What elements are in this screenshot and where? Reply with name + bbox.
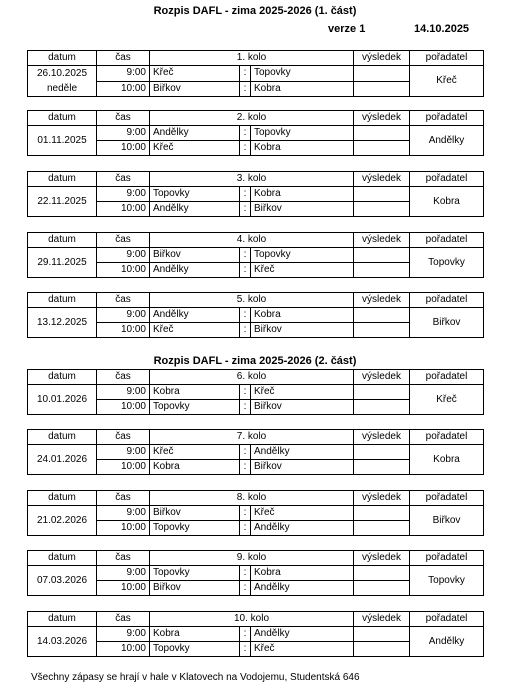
match-time: 10:00 <box>97 460 150 475</box>
match-time: 10:00 <box>97 521 150 536</box>
home-team: Kobra <box>150 627 240 642</box>
table-header-row <box>28 172 484 187</box>
date-cell <box>28 506 97 536</box>
score-separator: : <box>240 187 251 202</box>
match-time: 10:00 <box>97 400 150 415</box>
home-team: Biřkov <box>150 248 240 263</box>
header-datum: datum <box>28 233 97 248</box>
date-cell <box>28 627 97 657</box>
away-team: Kobra <box>251 141 354 156</box>
match-date: 13.12.2025 <box>36 316 88 328</box>
header-poradatel: pořadatel <box>410 233 484 248</box>
round-table <box>27 611 484 657</box>
round-table <box>27 292 484 338</box>
match-time: 9:00 <box>97 627 150 642</box>
match-date: 29.11.2025 <box>37 256 87 268</box>
date-cell <box>28 445 97 475</box>
header-datum: datum <box>28 293 97 308</box>
header-kolo: 4. kolo <box>150 233 354 248</box>
date-cell <box>28 248 97 278</box>
score-separator: : <box>240 66 251 82</box>
score-separator: : <box>240 81 251 97</box>
away-team: Křeč <box>251 642 354 657</box>
result-cell <box>354 141 410 156</box>
result-cell <box>354 627 410 642</box>
table-header-row <box>28 612 484 627</box>
header-poradatel: pořadatel <box>410 172 484 187</box>
home-team: Andělky <box>150 126 240 141</box>
header-vysledek: výsledek <box>354 430 410 445</box>
result-cell <box>354 248 410 263</box>
header-cas: čas <box>97 370 150 385</box>
part1-title: Rozpis DAFL - zima 2025-2026 (1. část) <box>153 5 357 17</box>
table-header-row <box>28 430 484 445</box>
table-row <box>28 126 484 141</box>
home-team: Biřkov <box>150 581 240 596</box>
table-row <box>28 385 484 400</box>
header-kolo: 7. kolo <box>150 430 354 445</box>
match-time: 10:00 <box>97 581 150 596</box>
home-team: Topovky <box>150 521 240 536</box>
host-team: Biřkov <box>410 308 484 338</box>
version-date: 14.10.2025 <box>414 23 470 35</box>
header-cas: čas <box>97 491 150 506</box>
match-date: 24.01.2026 <box>36 453 88 465</box>
match-time: 10:00 <box>97 642 150 657</box>
round-table <box>27 550 484 596</box>
home-team: Topovky <box>150 400 240 415</box>
header-poradatel: pořadatel <box>410 430 484 445</box>
result-cell <box>354 566 410 581</box>
round-table <box>27 50 484 97</box>
table-row <box>28 506 484 521</box>
match-time: 10:00 <box>97 81 150 97</box>
match-time: 10:00 <box>97 263 150 278</box>
match-date: 14.03.2026 <box>36 635 88 647</box>
header-vysledek: výsledek <box>354 491 410 506</box>
header-poradatel: pořadatel <box>410 370 484 385</box>
away-team: Andělky <box>251 581 354 596</box>
result-cell <box>354 263 410 278</box>
header-poradatel: pořadatel <box>410 111 484 126</box>
header-poradatel: pořadatel <box>410 551 484 566</box>
table-header-row <box>28 551 484 566</box>
host-team: Křeč <box>410 385 484 415</box>
match-time: 9:00 <box>97 187 150 202</box>
score-separator: : <box>240 141 251 156</box>
result-cell <box>354 81 410 97</box>
match-time: 9:00 <box>97 445 150 460</box>
header-kolo: 6. kolo <box>150 370 354 385</box>
host-team: Topovky <box>410 566 484 596</box>
header-cas: čas <box>97 111 150 126</box>
host-team: Andělky <box>410 126 484 156</box>
match-time: 9:00 <box>97 66 150 82</box>
score-separator: : <box>240 521 251 536</box>
table-header-row <box>28 491 484 506</box>
host-team: Kobra <box>410 445 484 475</box>
round-table <box>27 232 484 278</box>
score-separator: : <box>240 323 251 338</box>
header-cas: čas <box>97 51 150 66</box>
score-separator: : <box>240 445 251 460</box>
home-team: Křeč <box>150 323 240 338</box>
header-datum: datum <box>28 51 97 66</box>
header-cas: čas <box>97 430 150 445</box>
match-date: 21.02.2026 <box>36 514 88 526</box>
match-time: 9:00 <box>97 248 150 263</box>
result-cell <box>354 66 410 82</box>
away-team: Křeč <box>251 385 354 400</box>
home-team: Biřkov <box>150 506 240 521</box>
header-vysledek: výsledek <box>354 172 410 187</box>
score-separator: : <box>240 385 251 400</box>
score-separator: : <box>240 248 251 263</box>
table-header-row <box>28 370 484 385</box>
header-vysledek: výsledek <box>354 612 410 627</box>
host-team: Křeč <box>410 66 484 97</box>
header-kolo: 5. kolo <box>150 293 354 308</box>
header-vysledek: výsledek <box>354 370 410 385</box>
match-date: 26.10.2025 <box>36 68 88 79</box>
round-table <box>27 171 484 217</box>
away-team: Kobra <box>251 566 354 581</box>
table-row <box>28 627 484 642</box>
host-team: Topovky <box>410 248 484 278</box>
home-team: Andělky <box>150 308 240 323</box>
away-team: Topovky <box>251 126 354 141</box>
result-cell <box>354 187 410 202</box>
away-team: Biřkov <box>251 323 354 338</box>
score-separator: : <box>240 400 251 415</box>
home-team: Kobra <box>150 460 240 475</box>
header-vysledek: výsledek <box>354 551 410 566</box>
match-time: 9:00 <box>97 506 150 521</box>
match-time: 10:00 <box>97 141 150 156</box>
header-datum: datum <box>28 612 97 627</box>
table-row <box>28 566 484 581</box>
score-separator: : <box>240 566 251 581</box>
footer-note: Všechny zápasy se hrají v hale v Klatovech na Vodojemu, Studentská 646 <box>31 672 360 683</box>
score-separator: : <box>240 506 251 521</box>
header-datum: datum <box>28 172 97 187</box>
match-time: 9:00 <box>97 385 150 400</box>
home-team: Topovky <box>150 642 240 657</box>
score-separator: : <box>240 202 251 217</box>
header-poradatel: pořadatel <box>410 491 484 506</box>
date-cell <box>28 187 97 217</box>
home-team: Andělky <box>150 202 240 217</box>
result-cell <box>354 308 410 323</box>
score-separator: : <box>240 460 251 475</box>
score-separator: : <box>240 308 251 323</box>
away-team: Kobra <box>251 187 354 202</box>
away-team: Biřkov <box>251 460 354 475</box>
header-kolo: 8. kolo <box>150 491 354 506</box>
result-cell <box>354 445 410 460</box>
result-cell <box>354 400 410 415</box>
score-separator: : <box>240 263 251 278</box>
match-date: 01.11.2025 <box>37 134 87 146</box>
score-separator: : <box>240 581 251 596</box>
home-team: Andělky <box>150 263 240 278</box>
host-team: Biřkov <box>410 506 484 536</box>
header-cas: čas <box>97 551 150 566</box>
home-team: Topovky <box>150 566 240 581</box>
match-time: 9:00 <box>97 308 150 323</box>
header-cas: čas <box>97 612 150 627</box>
score-separator: : <box>240 126 251 141</box>
date-cell <box>28 126 97 156</box>
header-vysledek: výsledek <box>354 293 410 308</box>
table-row <box>28 248 484 263</box>
score-separator: : <box>240 642 251 657</box>
header-kolo: 10. kolo <box>150 612 354 627</box>
result-cell <box>354 385 410 400</box>
match-date: 07.03.2026 <box>36 574 88 586</box>
result-cell <box>354 581 410 596</box>
result-cell <box>354 202 410 217</box>
away-team: Biřkov <box>251 400 354 415</box>
date-cell <box>28 385 97 415</box>
host-team: Andělky <box>410 627 484 657</box>
version-label: verze 1 <box>328 23 366 35</box>
table-row <box>28 66 484 82</box>
home-team: Kobra <box>150 385 240 400</box>
date-cell <box>28 308 97 338</box>
away-team: Andělky <box>251 521 354 536</box>
home-team: Křeč <box>150 445 240 460</box>
table-header-row <box>28 111 484 126</box>
away-team: Andělky <box>251 445 354 460</box>
result-cell <box>354 323 410 338</box>
away-team: Topovky <box>251 248 354 263</box>
header-datum: datum <box>28 551 97 566</box>
result-cell <box>354 506 410 521</box>
match-time: 9:00 <box>97 566 150 581</box>
round-table <box>27 490 484 536</box>
match-date: 10.01.2026 <box>36 393 88 405</box>
date-cell <box>28 566 97 596</box>
away-team: Křeč <box>251 263 354 278</box>
away-team: Andělky <box>251 627 354 642</box>
part2-title: Rozpis DAFL - zima 2025-2026 (2. část) <box>153 355 357 367</box>
result-cell <box>354 126 410 141</box>
table-row <box>28 187 484 202</box>
table-header-row <box>28 293 484 308</box>
header-poradatel: pořadatel <box>410 293 484 308</box>
header-cas: čas <box>97 172 150 187</box>
result-cell <box>354 521 410 536</box>
result-cell <box>354 642 410 657</box>
date-cell <box>28 66 97 97</box>
header-cas: čas <box>97 233 150 248</box>
table-row <box>28 445 484 460</box>
host-team: Kobra <box>410 187 484 217</box>
header-vysledek: výsledek <box>354 51 410 66</box>
header-datum: datum <box>28 111 97 126</box>
match-time: 10:00 <box>97 202 150 217</box>
score-separator: : <box>240 627 251 642</box>
home-team: Topovky <box>150 187 240 202</box>
header-vysledek: výsledek <box>354 111 410 126</box>
table-header-row <box>28 233 484 248</box>
header-kolo: 9. kolo <box>150 551 354 566</box>
away-team: Křeč <box>251 506 354 521</box>
header-datum: datum <box>28 430 97 445</box>
result-cell <box>354 460 410 475</box>
header-kolo: 1. kolo <box>150 51 354 66</box>
header-datum: datum <box>28 370 97 385</box>
away-team: Biřkov <box>251 202 354 217</box>
header-vysledek: výsledek <box>354 233 410 248</box>
header-cas: čas <box>97 293 150 308</box>
round-table <box>27 429 484 475</box>
match-time: 9:00 <box>97 126 150 141</box>
home-team: Křeč <box>150 141 240 156</box>
match-time: 10:00 <box>97 323 150 338</box>
table-header-row <box>28 51 484 66</box>
home-team: Biřkov <box>150 81 240 97</box>
away-team: Topovky <box>251 66 354 82</box>
header-poradatel: pořadatel <box>410 51 484 66</box>
away-team: Kobra <box>251 308 354 323</box>
table-row <box>28 308 484 323</box>
match-date: 22.11.2025 <box>37 195 87 207</box>
header-poradatel: pořadatel <box>410 612 484 627</box>
home-team: Křeč <box>150 66 240 82</box>
match-weekday: neděle <box>46 83 78 94</box>
round-table <box>27 369 484 415</box>
header-kolo: 2. kolo <box>150 111 354 126</box>
header-datum: datum <box>28 491 97 506</box>
away-team: Kobra <box>251 81 354 97</box>
header-kolo: 3. kolo <box>150 172 354 187</box>
round-table <box>27 110 484 156</box>
